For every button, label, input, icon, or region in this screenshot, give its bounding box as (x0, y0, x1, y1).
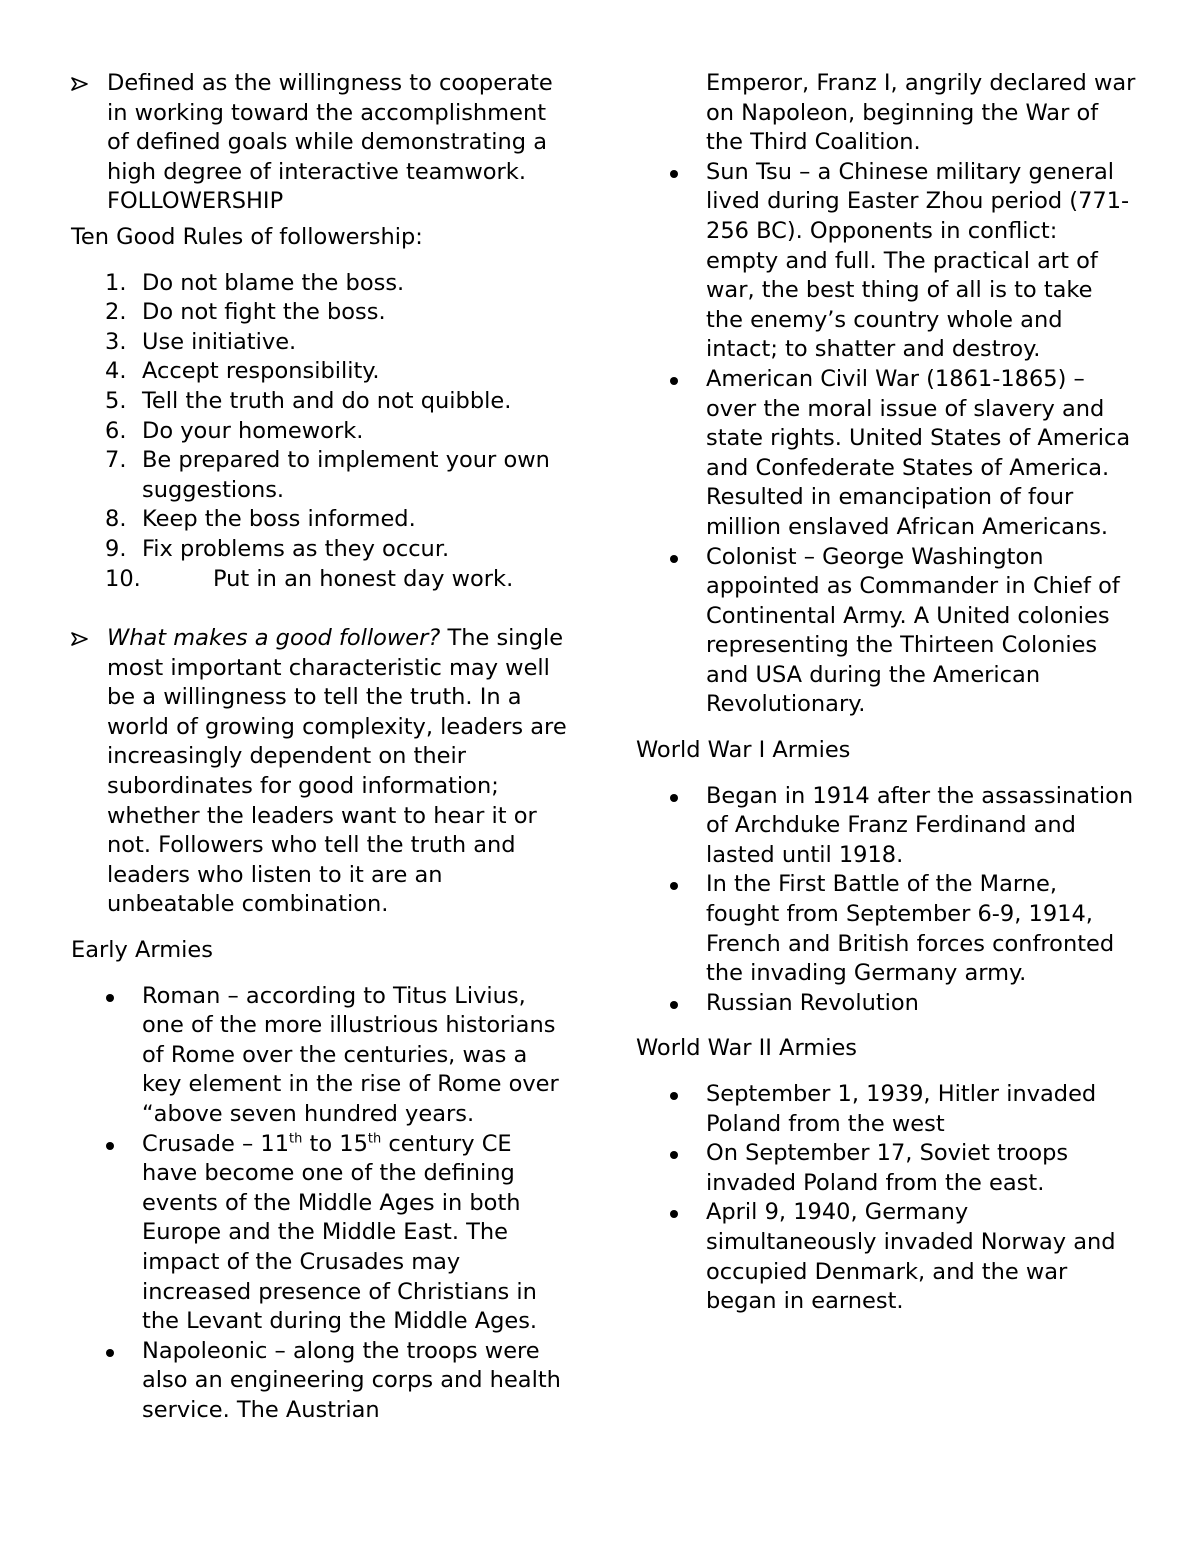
rules-heading: Ten Good Rules of followership: (71, 223, 423, 250)
right-column (636, 69, 1136, 1317)
list-item: 10. Put in an honest day work. (105, 565, 514, 592)
good-follower-question: What makes a good follower? (107, 625, 441, 652)
bullet-icon (106, 994, 114, 1002)
list-item: Colonist – George Washington appointed as Commander in Chief of Continental Army. A United colonies representing the Thirteen Colonies and USA during the American Revolutionary. (636, 543, 1136, 721)
bullet-icon (670, 1092, 678, 1100)
list-item: Sun Tsu – a Chinese military general lived during Easter Zhou period (771-256 BC). Opponents in conflict: empty and full. The practical art of war, the best thing of all is to take the enemy’s country whole and intact; to shatter and destroy. (636, 158, 1136, 365)
arrow-bullet-icon (71, 77, 89, 91)
bullet-icon (670, 377, 678, 385)
bullet-icon (106, 1349, 114, 1357)
list-item: Crusade – 11th to 15th century CE have become one of the defining events of the Middle Ages in both Europe and the Middle East. The impact of the Crusades may increased presence of Christians in the Levant during the Middle Ages. (71, 1130, 571, 1337)
followership-definition-text: Defined as the willingness to cooperate in working toward the accomplishment of defined goals while demonstrating a high degree of interactive teamwork. FOLLOWERSHIP (107, 70, 553, 215)
list-item: 9. Fix problems as they occur. (105, 535, 450, 562)
list-item: Napoleonic – along the troops were also an engineering corps and health service. The Austrian (71, 1337, 571, 1426)
bullet-icon (106, 1142, 114, 1150)
list-item: April 9, 1940, Germany simultaneously invaded Norway and occupied Denmark, and the war began in earnest. (636, 1198, 1136, 1316)
list-item: Emperor, Franz I, angrily declared war on Napoleon, beginning the War of the Third Coalition. (706, 70, 1136, 156)
list-item: 1. Do not blame the boss. (105, 269, 405, 296)
early-armies-list-continued (636, 69, 1136, 720)
arrow-bullet-icon (71, 632, 89, 646)
ww2-heading: World War II Armies (636, 1035, 858, 1062)
bullet-icon (670, 794, 678, 802)
bullet-icon (670, 1210, 678, 1218)
list-item: September 1, 1939, Hitler invaded Poland from the west (636, 1080, 1136, 1139)
good-follower-text: The single most important characteristic may well be a willingness to tell the truth. In a world of growing complexity, leaders are increasingly dependent on their subordinates for good information; whether the leaders want to hear it or not. Followers who tell the truth and leaders who listen to it are an unbeatable combination. (107, 625, 567, 918)
list-item: American Civil War (1861-1865) – over the moral issue of slavery and state rights. United States of America and Confederate States of America. Resulted in emancipation of four million enslaved African Americans. (636, 365, 1136, 543)
rules-list (71, 269, 571, 595)
bullet-icon (670, 1151, 678, 1159)
list-item: On September 17, Soviet troops invaded Poland from the east. (636, 1139, 1136, 1198)
good-follower-paragraph (71, 624, 571, 920)
bullet-icon (670, 1001, 678, 1009)
list-item: 8. Keep the boss informed. (105, 506, 416, 533)
ww1-heading: World War I Armies (636, 737, 851, 764)
ww1-list (636, 782, 1136, 1019)
left-column (71, 69, 571, 1426)
list-item: 3. Use initiative. (105, 328, 297, 355)
list-item: Russian Revolution (636, 989, 1136, 1019)
spacer (71, 594, 571, 624)
list-item: Began in 1914 after the assassination of Archduke Franz Ferdinand and lasted until 1918. (636, 782, 1136, 871)
list-item: Roman – according to Titus Livius, one of the more illustrious historians of Rome over the centuries, was a key element in the rise of Rome over “above seven hundred years. (71, 982, 571, 1130)
bullet-icon (670, 170, 678, 178)
followership-definition (71, 69, 571, 217)
bullet-icon (670, 882, 678, 890)
early-armies-list (71, 982, 571, 1426)
list-item: 4. Accept responsibility. (105, 358, 380, 385)
bullet-icon (670, 555, 678, 563)
list-item: 6. Do your homework. (105, 417, 364, 444)
list-item: 7. Be prepared to implement your own suggestions. (105, 447, 550, 503)
list-item: In the First Battle of the Marne, fought from September 6-9, 1914, French and British forces confronted the invading Germany army. (636, 870, 1136, 988)
list-item: 5. Tell the truth and do not quibble. (105, 387, 512, 414)
list-item: 2. Do not fight the boss. (105, 299, 386, 326)
ww2-list (636, 1080, 1136, 1317)
early-armies-heading: Early Armies (71, 937, 213, 964)
